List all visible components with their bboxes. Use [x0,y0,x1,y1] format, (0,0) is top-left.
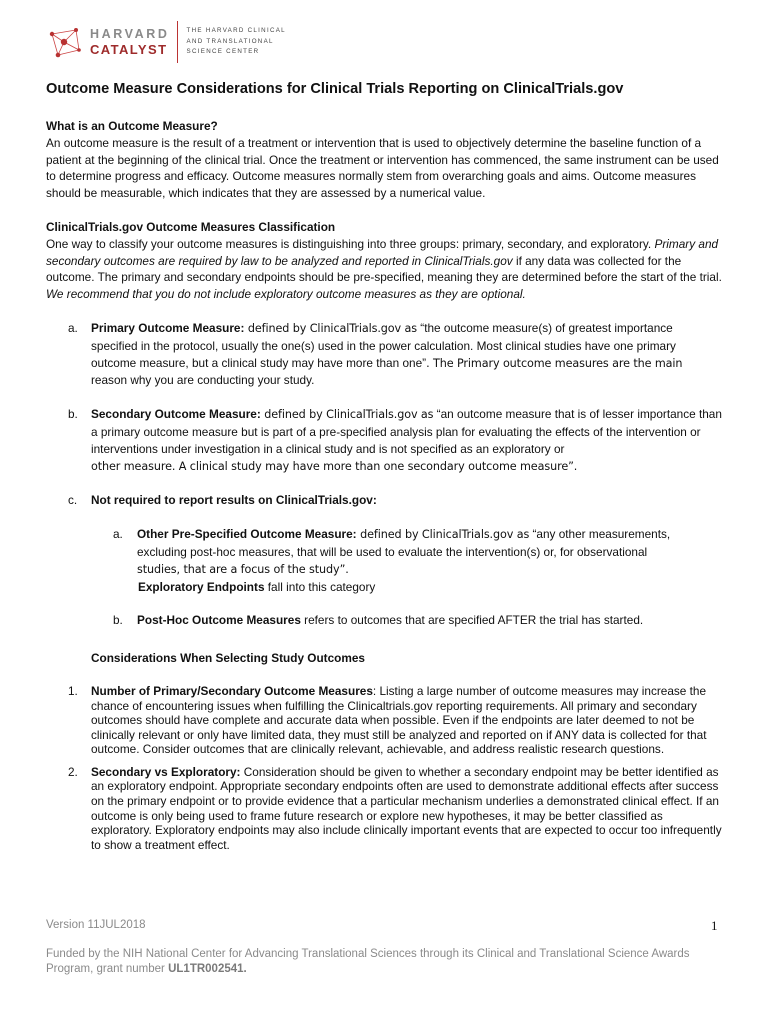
list-item-label: Not required to report results on ClinicalTrials.gov: [91,493,377,508]
logo-word-harvard: HARVARD [90,27,170,42]
list-item-not-required: c. Not required to report results on ClinicalTrials.gov: [68,493,377,508]
sub-item-other-pre-specified: a. Other Pre-Specified Outcome Measure: defined by ClinicalTrials.gov as “any other measurements, excluding post-hoc measures, that will be used to evaluate the intervention(s) or, for observational studies, that are a focus of the study”. Exploratory Endpoints fall into this category [113,527,671,594]
considerations-heading-row [46,650,722,667]
consideration-label: Number of Primary/Secondary Outcome Measures [91,683,373,698]
grant-number: UL1TR002541. [168,963,247,975]
section-heading-considerations: Considerations When Selecting Study Outcomes [91,651,365,666]
sub-item-label: Other Pre-Specified Outcome Measure: [137,527,357,542]
sub-item-label: Post-Hoc Outcome Measures [137,613,301,628]
section-paragraph-outcome-measure: An outcome measure is the result of a treatment or intervention that is used to objectively determine the baseline function of a patient at the beginning of the clinical trial. Once the treatment or intervention has commenced, the same instrument can be used to determine progress and efficacy. Outcome measures normally stem from overarching goals and aims. Outcome measures should be measurable, which indicates that they are assessed by a numerical value. [46,135,719,201]
section-heading-outcome-measure: What is an Outcome Measure? [46,119,218,133]
sub-item-post-hoc: b. Post-Hoc Outcome Measures refers to outcomes that are specified AFTER the trial has started. [113,613,644,628]
logo-word-catalyst: CATALYST [90,41,168,57]
section-paragraph-classification: One way to classify your outcome measures is distinguishing into three groups: primary, secondary, and exploratory. Primary and secondary outcomes are required by law to be analyzed and reported in ClinicalTrials.gov if any data was collected for the outcome. The primary and secondary endpoints should be pre-specified, meaning they are determined before the start of the trial. We recommend that you do not include exploratory outcome measures as they are optional. [46,236,722,302]
logo-subtitle: THE HARVARD CLINICAL AND TRANSLATIONAL SCIENCE CENTER [186,27,286,56]
consideration-item-1: 1. Number of Primary/Secondary Outcome Measures: Listing a large number of outcome measures may increase the chance of encountering issues when fulfilling the Clinicaltrials.gov reporting requirements. All primary and secondary outcomes should have complete and accurate data when possible. Even if the endpoints are later deemed to not be clinically relevant or only have limited data, they must still be analyzed and reported on if ANY data is collected for that outcome. Consider outcomes that are clinically relevant, achievable, and address realistic research questions. [68,683,707,757]
document-title: Outcome Measure Considerations for Clinical Trials Reporting on ClinicalTrials.gov [46,81,624,97]
logo-divider [177,21,178,63]
consideration-label: Secondary vs Exploratory: [91,764,241,779]
document-body [46,118,722,852]
page-number: 1 [711,918,718,933]
funding-statement: Funded by the NIH National Center for Advancing Translational Sciences through its Clinical and Translational Science Awards Program, grant number UL1TR002541. [46,948,690,975]
section-heading-classification: ClinicalTrials.gov Outcome Measures Classification [46,219,336,234]
list-item-label: Secondary Outcome Measure: [91,407,261,422]
list-item-primary: a. Primary Outcome Measure: defined by ClinicalTrials.gov as “the outcome measure(s) of greatest importance specified in the protocol, usually the one(s) used in the power calculation. Most clinical studies have one primary outcome measure, but a clinical study may have more than one”. The Primary outcome measures are the main reason why you are conducting your study. [68,320,683,388]
version-label: Version 11JUL2018 [46,919,146,931]
network-logo-icon [46,22,86,62]
consideration-item-2: 2. Secondary vs Exploratory: Consideration should be given to whether a secondary endpoint may be better identified as an exploratory endpoint. Appropriate secondary endpoints often are used to demonstrate additional effects after success on the primary endpoint or to provide evidence that a particular mechanism underlies a demonstrated clinical effect. If an outcome is only being used to frame future research or explore new hypotheses, it may be better classified as exploratory. Exploratory endpoints may also include clinically important events that are expected to occur too infrequently to show a treatment effect. [68,764,722,852]
list-item-label: Primary Outcome Measure: [91,320,245,335]
harvard-catalyst-logo [46,20,286,64]
list-item-secondary: b. Secondary Outcome Measure: defined by ClinicalTrials.gov as “an outcome measure that is of lesser importance than a primary outcome measure but is part of a pre-specified analysis plan for evaluating the effects of the intervention or interventions under investigation in a clinical study and is not specified as an exploratory or other measure. A clinical study may have more than one secondary outcome measure”. [68,407,722,473]
exploratory-endpoints-label: Exploratory Endpoints [138,579,265,594]
